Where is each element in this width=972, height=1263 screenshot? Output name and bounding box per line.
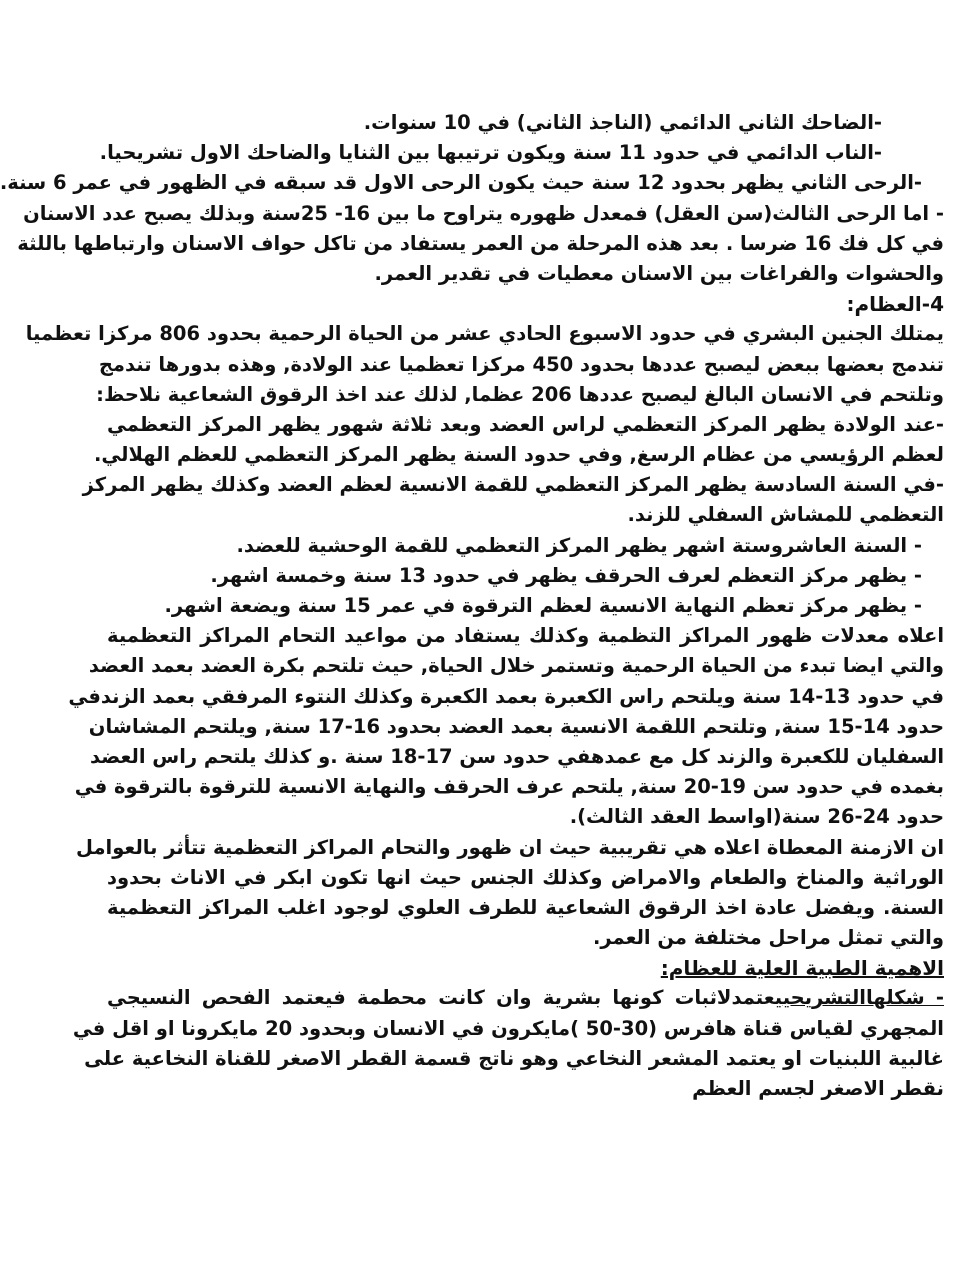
text-line: -الضاحك الثاني الدائمي (الناجذ الثاني) في 10 سنوات. <box>363 111 882 134</box>
section-heading-bones: 4-العظام: <box>846 292 944 317</box>
text-line: يمتلك الجنين البشري في حدود الاسبوع الحادي عشر من الحياة الرحمية بحدود 806 مركزا تعظميا <box>25 322 944 346</box>
section-heading-medical <box>107 953 944 983</box>
text-line: - يظهر مركز التعظم لعرف الحرقف يظهر في حدود 13 سنة وخمسة اشهر. <box>210 563 922 587</box>
text-line: وتلتحم في الانسان البالغ ليصبح عددها 206 عظما, لذلك عند اخذ الرقوق الشعاعية نلاحظ: <box>96 382 944 406</box>
document-page <box>0 108 944 1104</box>
text-line: حدود 14-15 سنة, وتلتحم اللقمة الانسية بعمد العضد بحدود 16-17 سنة, ويلتحم المشاشان <box>88 714 944 738</box>
text-line: السفليان للكعبرة والزند كل مع عمدهفي حدود سن 17-18 سنة .و كذلك يلتحم راس العضد <box>90 744 944 768</box>
text-line: السنة. ويفضل عادة اخذ الرقوق الشعاعية للطرف العلوي لوجود اغلب المراكز التعظمية <box>107 895 944 919</box>
text-line <box>107 983 944 1013</box>
text-line: - السنة العاشروستة اشهر يظهر المركز التعظمي للقمة الوحشية للعضد. <box>236 533 922 557</box>
text-line: في كل فك 16 ضرسا . بعد هذه المرحلة من العمر يستفاد من تاكل حواف الاسنان وارتباطها باللثة <box>17 231 944 255</box>
medical-lead: - شكلهاالتشريحي <box>782 986 944 1010</box>
text-line: بغمده في حدود سن 19-20 سنة, يلتحم عرف الحرقف والنهاية الانسية للترقوة بالترقوة في <box>74 775 944 799</box>
text-line: -عند الولادة يظهر المركز التعظمي لراس العضد وبعد ثلاثة شهور يظهر المركز التعظمي <box>107 412 944 436</box>
text-line: -الناب الدائمي في حدود 11 سنة ويكون ترتيبها بين الثنايا والضاحك الاول تشريحيا. <box>99 141 882 165</box>
text-line: اعلاه معدلات ظهور المراكز التظمية وكذلك يستفاد من مواعيد التحام المراكز التعظمية <box>107 624 944 648</box>
text-line: -في السنة السادسة يظهر المركز التعظمي للقمة الانسية لعظم العضد وكذلك يظهر المركز <box>82 473 944 497</box>
text-line: المجهري لقياس قناة هافرس (30-50 )مايكرون في الانسان وبحدود 20 مايكرونا او اقل في <box>72 1016 944 1040</box>
text-line: الوراثية والمناخ والطعام والامراض وكذلك الجنس حيث انها تكون ابكر في الاناث بحدود <box>107 865 944 889</box>
text-line: غالبية اللبنيات او يعتمد المشعر النخاعي وهو ناتج قسمة القطر الاصغر للقناة النخاعية على <box>84 1046 944 1070</box>
text-line: ان الازمنة المعطاة اعلاه هي تقريبية حيث ان ظهور والتحام المراكز التعظمية تتأثر بالعوامل <box>76 835 944 859</box>
text-line: والتي تمثل مراحل مختلفة من العمر. <box>592 926 944 950</box>
text-line: نقطر الاصغر لجسم العظم <box>692 1077 944 1100</box>
text-line: في حدود 13-14 سنة ويلتحم راس الكعبرة بعمد الكعبرة وكذلك النتوء المرفقي بعمد الزندفي <box>68 684 944 708</box>
text-line: حدود 24-26 سنة(اواسط العقد الثالث). <box>569 805 944 829</box>
section-heading-medical-text: الاهمية الطبية العلية للعظام: <box>660 956 944 981</box>
text-line: والحشوات والفراغات بين الاسنان معطيات في تقدير العمر. <box>374 261 944 285</box>
text-line: - يظهر مركز تعظم النهاية الانسية لعظم الترقوة في عمر 15 سنة ويضعة اشهر. <box>164 594 922 617</box>
text-line: -الرحى الثاني يظهر بحدود 12 سنة حيث يكون الرحى الاول قد سبقه في الظهور في عمر 6 سنة. <box>0 171 922 195</box>
text-line: لعظم الرؤيسي من عظام الرسغ, وفي حدود السنة يظهر المركز التعظمي للعظم الهلالي. <box>93 443 944 467</box>
text-line: التعظمي للمشاش السفلي للزند. <box>627 503 944 527</box>
text-line: والتي ايضا تبدء من الحياة الرحمية وتستمر خلال الحياة, حيث تلتحم بكرة العضد بعمد العضد <box>88 654 944 678</box>
text-line: - اما الرحى الثالث(سن العقل) فمعدل ظهوره يتراوح ما بين 16- 25سنة وبذلك يصبح عدد الاسنان <box>23 201 944 225</box>
medical-line-text: يعتمدلاثبات كونها بشرية وان كانت محطمة فيعتمد الفحص النسيجي <box>107 986 783 1010</box>
text-line: تندمج بعضها ببعض ليصبح عددها بحدود 450 مركزا تعظميا عند الولادة, وهذه بدورها تندمج <box>98 352 944 376</box>
